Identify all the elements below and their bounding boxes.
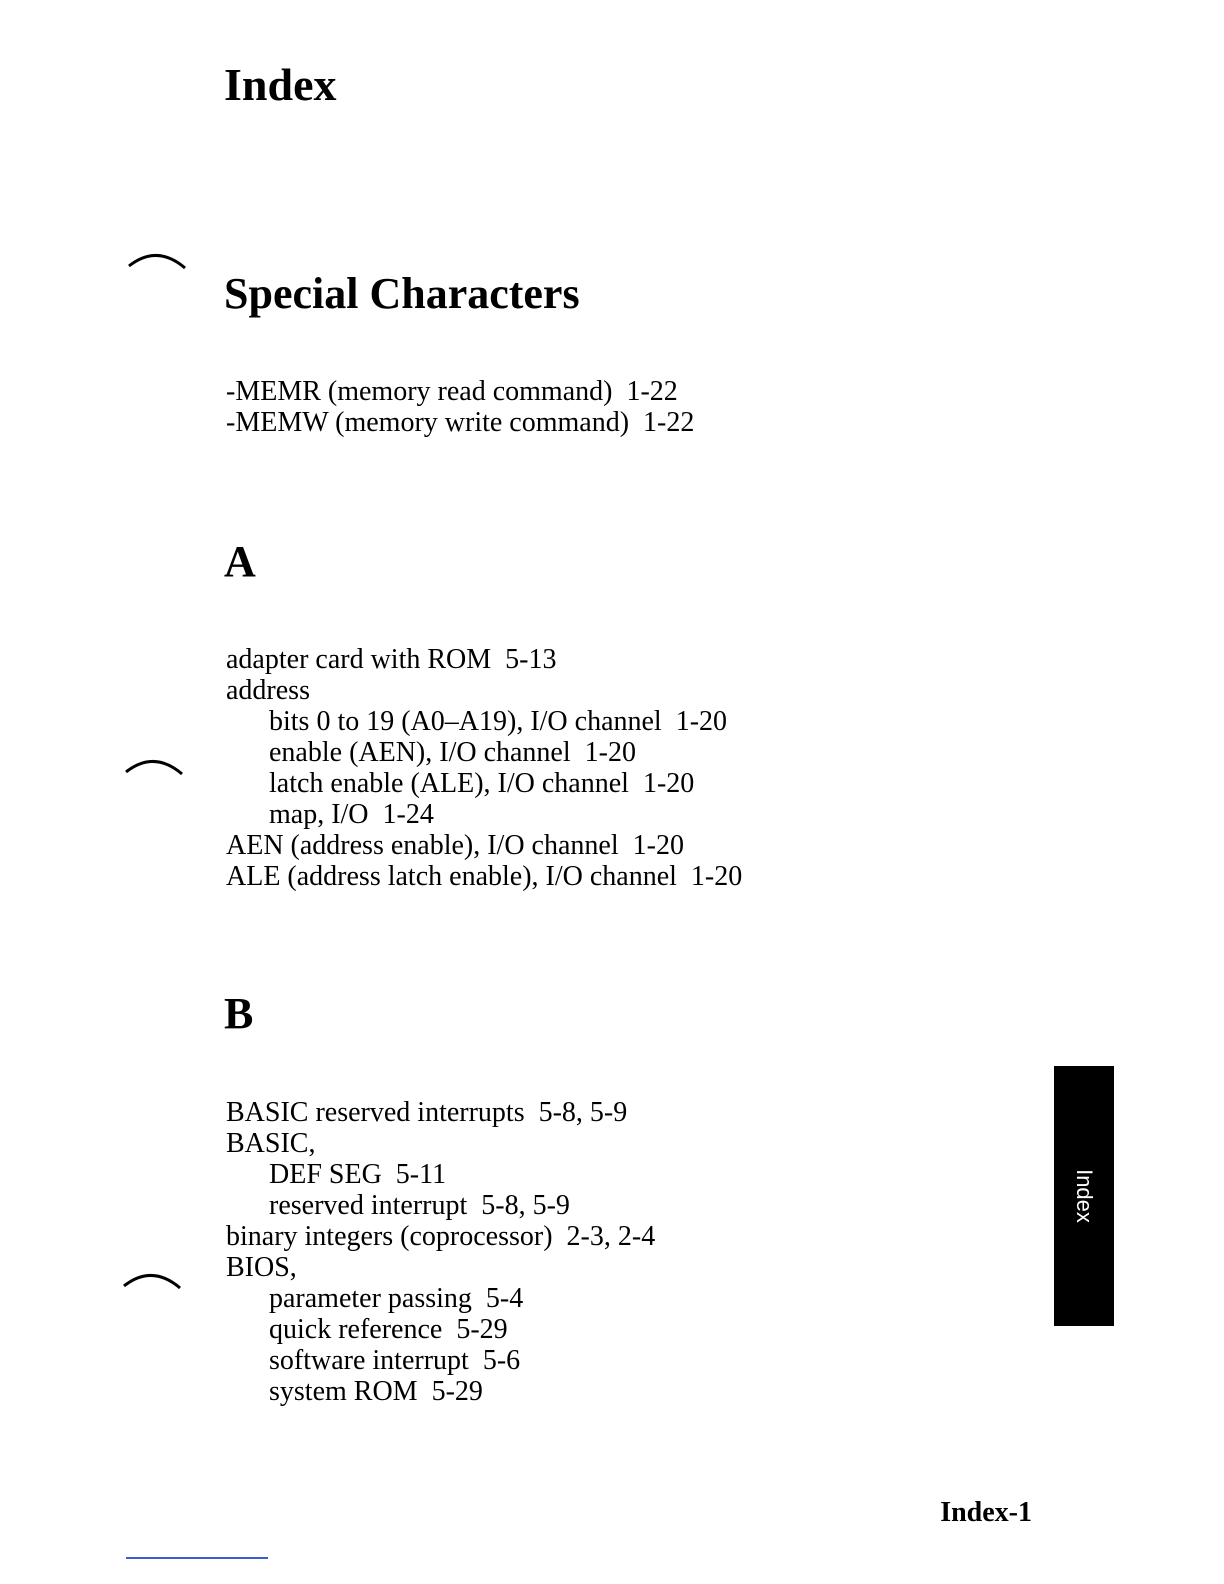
index-entry: -MEMR (memory read command) 1-22 — [226, 376, 678, 407]
index-entry: -MEMW (memory write command) 1-22 — [226, 407, 695, 438]
binder-hole-mark — [124, 748, 184, 778]
tab-label: Index — [1072, 1169, 1097, 1223]
index-subentry: latch enable (ALE), I/O channel 1-20 — [269, 768, 695, 799]
index-subentry: system ROM 5-29 — [269, 1376, 483, 1407]
bottom-rule — [126, 1557, 268, 1559]
index-entry: BASIC, — [226, 1128, 316, 1159]
index-thumb-tab — [1054, 1066, 1114, 1326]
index-entry: address — [226, 675, 310, 706]
index-subentry: software interrupt 5-6 — [269, 1345, 521, 1376]
index-subentry: parameter passing 5-4 — [269, 1283, 524, 1314]
index-subentry: DEF SEG 5-11 — [269, 1159, 447, 1190]
index-entry-list — [226, 376, 694, 438]
section-heading-special-characters: Special Characters — [224, 269, 580, 318]
index-subentry: enable (AEN), I/O channel 1-20 — [269, 737, 636, 768]
index-entry: adapter card with ROM 5-13 — [226, 644, 557, 675]
index-entry: binary integers (coprocessor) 2-3, 2-4 — [226, 1221, 656, 1252]
index-entry-list — [226, 644, 742, 892]
section-heading-a: A — [224, 537, 256, 586]
index-subentry: reserved interrupt 5-8, 5-9 — [269, 1190, 570, 1221]
binder-hole-mark — [122, 1262, 182, 1292]
index-entry-list — [226, 1097, 655, 1407]
index-entry: BASIC reserved interrupts 5-8, 5-9 — [226, 1097, 628, 1128]
index-entry: BIOS, — [226, 1252, 297, 1283]
page-number: Index-1 — [940, 1497, 1032, 1528]
index-entry: ALE (address latch enable), I/O channel 1-20 — [226, 861, 743, 892]
binder-hole-mark — [127, 242, 187, 272]
page-title: Index — [224, 59, 337, 110]
index-entry: AEN (address enable), I/O channel 1-20 — [226, 830, 684, 861]
index-subentry: bits 0 to 19 (A0–A19), I/O channel 1-20 — [269, 706, 728, 737]
section-heading-b: B — [224, 989, 254, 1038]
index-subentry: quick reference 5-29 — [269, 1314, 508, 1345]
index-subentry: map, I/O 1-24 — [269, 799, 434, 830]
